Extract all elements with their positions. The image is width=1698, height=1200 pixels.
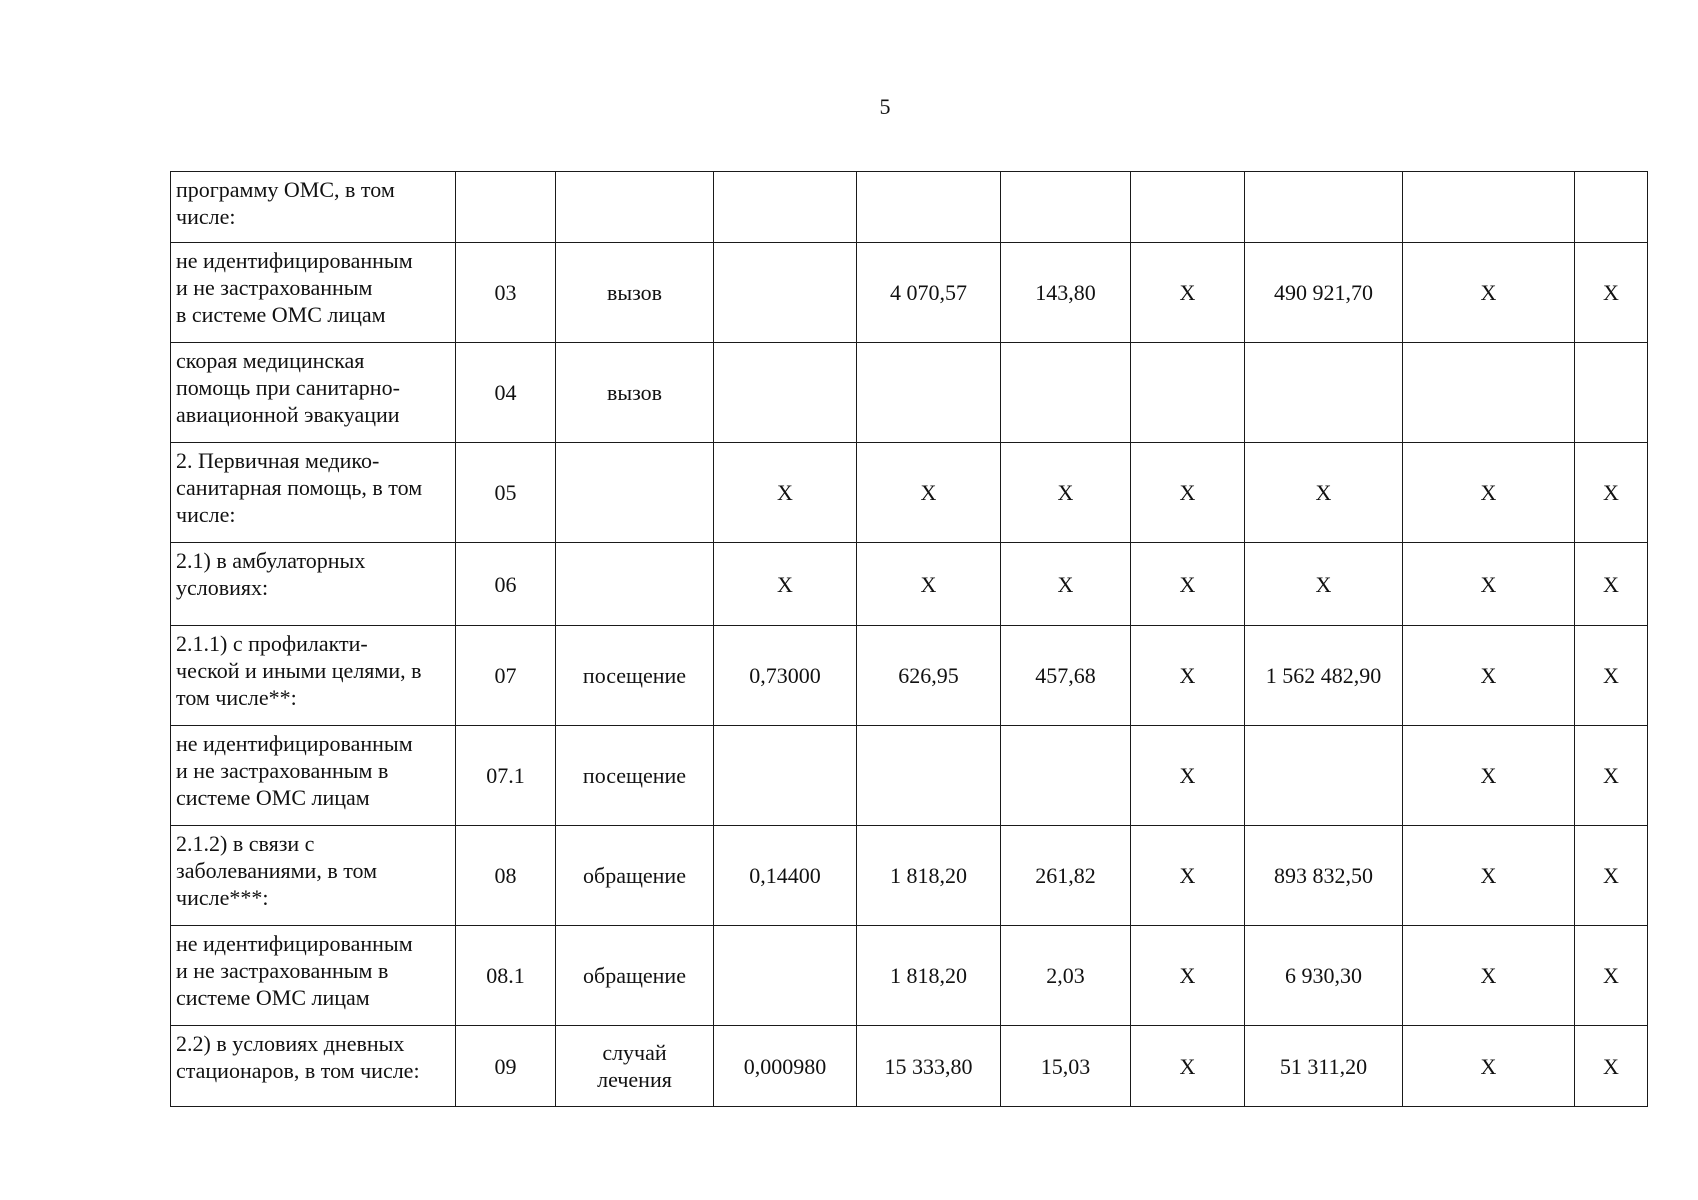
row-label-line: числе:	[176, 502, 236, 527]
unit-cell: вызов	[556, 343, 714, 443]
value-cell: 1 562 482,90	[1245, 626, 1403, 726]
row-label-line: том числе**:	[176, 685, 297, 710]
unit-cell: обращение	[556, 826, 714, 926]
value-cell: X	[1403, 826, 1575, 926]
unit-cell: обращение	[556, 926, 714, 1026]
value-cell	[1131, 172, 1245, 243]
unit-cell	[556, 172, 714, 243]
table-row	[171, 243, 1648, 343]
value-cell: X	[1131, 826, 1245, 926]
row-label-line: и не застрахованным в	[176, 758, 389, 783]
table-row	[171, 443, 1648, 543]
value-cell	[714, 172, 857, 243]
unit-cell	[556, 543, 714, 626]
value-cell: 51 311,20	[1245, 1026, 1403, 1107]
value-cell: 15,03	[1001, 1026, 1131, 1107]
row-label-line: программу ОМС, в том	[176, 177, 395, 202]
value-cell: 626,95	[857, 626, 1001, 726]
table-row	[171, 626, 1648, 726]
unit-line: лечения	[597, 1067, 672, 1092]
row-label-line: 2.1.2) в связи с	[176, 831, 315, 856]
row-code-cell: 08	[456, 826, 556, 926]
row-label-line: числе***:	[176, 885, 269, 910]
row-label-line: скорая медицинская	[176, 348, 365, 373]
value-cell: X	[714, 443, 857, 543]
row-label-line: авиационной эвакуации	[176, 402, 400, 427]
row-label-line: и не застрахованным в	[176, 958, 389, 983]
value-cell: X	[1403, 726, 1575, 826]
value-cell	[1001, 343, 1131, 443]
value-cell: 0,14400	[714, 826, 857, 926]
value-cell: X	[1131, 1026, 1245, 1107]
value-cell: X	[1403, 926, 1575, 1026]
value-cell: X	[857, 543, 1001, 626]
row-label-line: не идентифицированным	[176, 248, 413, 273]
value-cell: X	[1131, 543, 1245, 626]
value-cell	[1001, 726, 1131, 826]
row-code-cell: 05	[456, 443, 556, 543]
value-cell	[857, 343, 1001, 443]
value-cell: X	[1403, 243, 1575, 343]
value-cell: X	[714, 543, 857, 626]
row-label-cell	[171, 243, 456, 343]
row-label-cell	[171, 726, 456, 826]
value-cell: X	[1131, 726, 1245, 826]
value-cell: 2,03	[1001, 926, 1131, 1026]
row-label-cell	[171, 543, 456, 626]
value-cell: 893 832,50	[1245, 826, 1403, 926]
unit-cell: вызов	[556, 243, 714, 343]
value-cell	[714, 926, 857, 1026]
value-cell: 1 818,20	[857, 826, 1001, 926]
value-cell	[1245, 726, 1403, 826]
value-cell: X	[1575, 1026, 1648, 1107]
table-row	[171, 926, 1648, 1026]
value-cell	[1131, 343, 1245, 443]
unit-line: случай	[602, 1040, 667, 1065]
value-cell: 0,000980	[714, 1026, 857, 1107]
value-cell: X	[1131, 626, 1245, 726]
row-label-line: числе:	[176, 204, 236, 229]
row-label-line: 2.1.1) с профилакти-	[176, 631, 368, 656]
row-label-line: не идентифицированным	[176, 731, 413, 756]
value-cell: X	[1245, 443, 1403, 543]
row-label-cell	[171, 343, 456, 443]
table-row	[171, 343, 1648, 443]
row-label-line: системе ОМС лицам	[176, 985, 370, 1010]
row-label-line: не идентифицированным	[176, 931, 413, 956]
row-label-line: стационаров, в том числе:	[176, 1058, 420, 1083]
value-cell: X	[1575, 726, 1648, 826]
row-label-line: в системе ОМС лицам	[176, 302, 386, 327]
row-code-cell: 06	[456, 543, 556, 626]
table-row	[171, 826, 1648, 926]
value-cell	[1245, 343, 1403, 443]
row-label-cell	[171, 626, 456, 726]
value-cell	[714, 343, 857, 443]
row-label-cell	[171, 826, 456, 926]
table-row	[171, 172, 1648, 243]
table-row	[171, 543, 1648, 626]
row-label-line: санитарная помощь, в том	[176, 475, 423, 500]
value-cell	[1403, 172, 1575, 243]
value-cell	[857, 726, 1001, 826]
value-cell: X	[1575, 926, 1648, 1026]
value-cell	[1575, 343, 1648, 443]
value-cell: 490 921,70	[1245, 243, 1403, 343]
value-cell: 4 070,57	[857, 243, 1001, 343]
row-label-line: ческой и иными целями, в	[176, 658, 422, 683]
table-row	[171, 1026, 1648, 1107]
row-code-cell	[456, 172, 556, 243]
row-label-cell	[171, 926, 456, 1026]
value-cell: 143,80	[1001, 243, 1131, 343]
value-cell: 0,73000	[714, 626, 857, 726]
value-cell	[1575, 172, 1648, 243]
value-cell: 15 333,80	[857, 1026, 1001, 1107]
unit-cell: посещение	[556, 626, 714, 726]
value-cell: X	[1001, 443, 1131, 543]
row-label-line: и не застрахованным	[176, 275, 373, 300]
row-label-line: 2.1) в амбулаторных	[176, 548, 366, 573]
value-cell: 261,82	[1001, 826, 1131, 926]
value-cell: X	[1403, 543, 1575, 626]
value-cell: X	[1403, 1026, 1575, 1107]
value-cell: 6 930,30	[1245, 926, 1403, 1026]
value-cell: X	[1001, 543, 1131, 626]
value-cell: X	[1575, 626, 1648, 726]
row-label-line: 2. Первичная медико-	[176, 448, 380, 473]
value-cell: 1 818,20	[857, 926, 1001, 1026]
row-label-line: заболеваниями, в том	[176, 858, 378, 883]
unit-cell: посещение	[556, 726, 714, 826]
row-code-cell: 08.1	[456, 926, 556, 1026]
value-cell: X	[1403, 626, 1575, 726]
value-cell: X	[1245, 543, 1403, 626]
value-cell: X	[1575, 443, 1648, 543]
value-cell: X	[1575, 243, 1648, 343]
financing-table	[170, 171, 1648, 1107]
table-row	[171, 726, 1648, 826]
page-number: 5	[879, 94, 891, 119]
value-cell: X	[1403, 443, 1575, 543]
row-code-cell: 07.1	[456, 726, 556, 826]
value-cell	[714, 243, 857, 343]
row-code-cell: 03	[456, 243, 556, 343]
value-cell	[1245, 172, 1403, 243]
row-label-cell	[171, 172, 456, 243]
value-cell: X	[857, 443, 1001, 543]
value-cell: X	[1575, 543, 1648, 626]
row-label-cell	[171, 443, 456, 543]
row-label-line: 2.2) в условиях дневных	[176, 1031, 405, 1056]
row-label-line: помощь при санитарно-	[176, 375, 400, 400]
value-cell	[714, 726, 857, 826]
value-cell	[1403, 343, 1575, 443]
unit-cell	[556, 443, 714, 543]
unit-cell	[556, 1026, 714, 1107]
value-cell: X	[1575, 826, 1648, 926]
value-cell	[857, 172, 1001, 243]
row-code-cell: 09	[456, 1026, 556, 1107]
value-cell: X	[1131, 443, 1245, 543]
value-cell	[1001, 172, 1131, 243]
value-cell: X	[1131, 926, 1245, 1026]
row-label-cell	[171, 1026, 456, 1107]
row-label-line: системе ОМС лицам	[176, 785, 370, 810]
row-code-cell: 04	[456, 343, 556, 443]
row-label-line: условиях:	[176, 575, 269, 600]
row-code-cell: 07	[456, 626, 556, 726]
value-cell: X	[1131, 243, 1245, 343]
value-cell: 457,68	[1001, 626, 1131, 726]
